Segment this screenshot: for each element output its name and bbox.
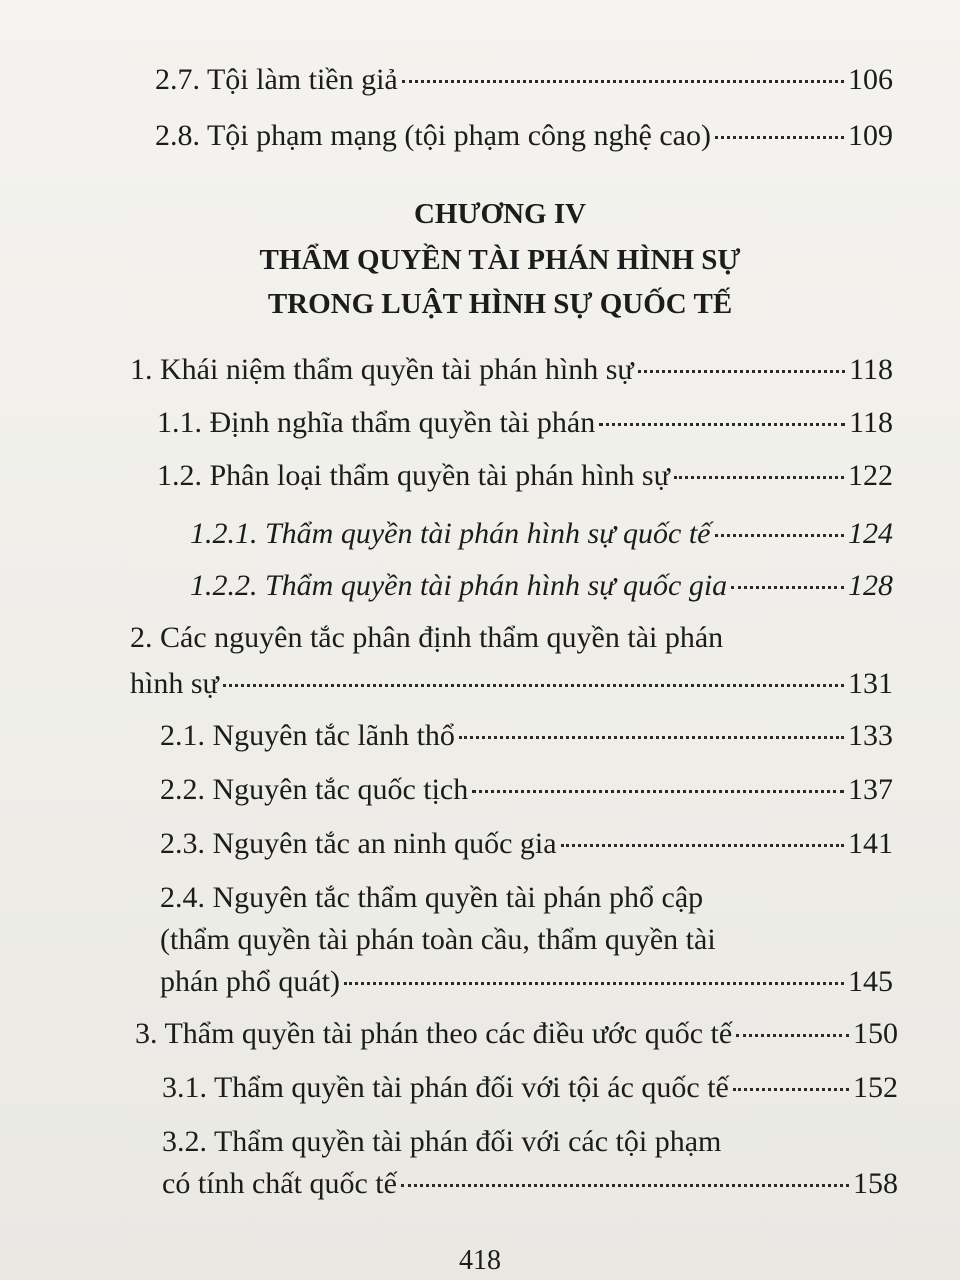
dot-leader: [223, 684, 844, 687]
toc-entry-label-line-1: 2.4. Nguyên tắc thẩm quyền tài phán phổ cập: [160, 881, 704, 914]
toc-entry-label: 2.1. Nguyên tắc lãnh thổ: [160, 719, 455, 752]
dot-leader: [736, 1034, 849, 1037]
toc-entry: [157, 405, 893, 441]
toc-entry-label: 1. Khái niệm thẩm quyền tài phán hình sự: [130, 353, 634, 386]
toc-entry: [160, 826, 893, 862]
toc-entry-page: 158: [853, 1167, 898, 1200]
toc-entry: [155, 118, 893, 154]
toc-entry-page: 118: [849, 406, 893, 439]
dot-leader: [638, 370, 845, 373]
toc-entry-label: 1.2.2. Thẩm quyền tài phán hình sự quốc gia: [190, 569, 728, 602]
dot-leader: [715, 136, 844, 139]
toc-entry-page: 137: [848, 773, 893, 806]
toc-entry-page: 141: [848, 827, 893, 860]
toc-entry-label: 2.2. Nguyên tắc quốc tịch: [160, 773, 469, 806]
toc-entry-page: 106: [848, 63, 893, 96]
toc-entry-label: 1.2.1. Thẩm quyền tài phán hình sự quốc tế: [190, 517, 711, 550]
toc-entry-label: 3. Thẩm quyền tài phán theo các điều ước quốc tế: [135, 1017, 733, 1050]
dot-leader: [715, 534, 845, 537]
toc-entry-label-line-2: (thẩm quyền tài phán toàn cầu, thẩm quyền tài: [160, 923, 716, 956]
toc-entry: [162, 1166, 898, 1202]
dot-leader: [344, 982, 844, 985]
chapter-title-line-2: TRONG LUẬT HÌNH SỰ QUỐC TẾ: [267, 288, 733, 320]
toc-entry: [190, 568, 893, 604]
toc-entry-label: 1.1. Định nghĩa thẩm quyền tài phán: [157, 406, 596, 439]
toc-entry-page: 152: [853, 1071, 898, 1104]
toc-entry-page: 118: [849, 353, 893, 386]
toc-entry-page: 109: [848, 119, 893, 152]
toc-entry-label: 2.8. Tội phạm mạng (tội phạm công nghệ cao): [155, 119, 711, 152]
toc-entry-label: 2.3. Nguyên tắc an ninh quốc gia: [160, 827, 557, 860]
toc-entry: [162, 1070, 898, 1106]
toc-entry-page: 124: [848, 517, 893, 550]
toc-entry-page: 128: [848, 569, 893, 602]
toc-entry-page: 133: [848, 719, 893, 752]
toc-entry: [190, 516, 893, 552]
toc-entry-page: 131: [848, 667, 893, 700]
dot-leader: [472, 790, 844, 793]
toc-entry-label-line-1: 2. Các nguyên tắc phân định thẩm quyền tài phán: [130, 621, 724, 654]
toc-entry-page: 145: [848, 965, 893, 998]
dot-leader: [561, 844, 844, 847]
dot-leader: [459, 736, 844, 739]
dot-leader: [402, 80, 844, 83]
toc-entry: [160, 964, 893, 1000]
toc-entry: [155, 62, 893, 98]
toc-entry-label: 2.7. Tội làm tiền giả: [155, 63, 398, 96]
dot-leader: [731, 586, 844, 589]
dot-leader: [733, 1088, 849, 1091]
dot-leader: [401, 1184, 849, 1187]
toc-entry: [157, 458, 893, 494]
dot-leader: [599, 423, 845, 426]
chapter-title-line-1: THẨM QUYỀN TÀI PHÁN HÌNH SỰ: [259, 244, 741, 276]
toc-entry: [130, 352, 893, 388]
toc-entry: [135, 1016, 898, 1052]
toc-entry-label: 1.2. Phân loại thẩm quyền tài phán hình sự: [157, 459, 670, 492]
toc-entry-label: 3.1. Thẩm quyền tài phán đối với tội ác quốc tế: [162, 1071, 729, 1104]
dot-leader: [674, 476, 844, 479]
toc-entry-page: 150: [853, 1017, 898, 1050]
toc-entry-label-line-3: phán phổ quát): [160, 965, 340, 998]
toc-entry-page: 122: [848, 459, 893, 492]
toc-entry: [160, 772, 893, 808]
toc-entry-label-line-2: có tính chất quốc tế: [162, 1167, 397, 1200]
toc-entry: [130, 666, 893, 702]
chapter-number: CHƯƠNG IV: [413, 198, 587, 230]
page-number: 418: [459, 1245, 501, 1276]
toc-entry-label-line-1: 3.2. Thẩm quyền tài phán đối với các tội phạm: [162, 1125, 722, 1158]
toc-entry: [160, 718, 893, 754]
toc-entry-label-line-2: hình sự: [130, 667, 219, 700]
